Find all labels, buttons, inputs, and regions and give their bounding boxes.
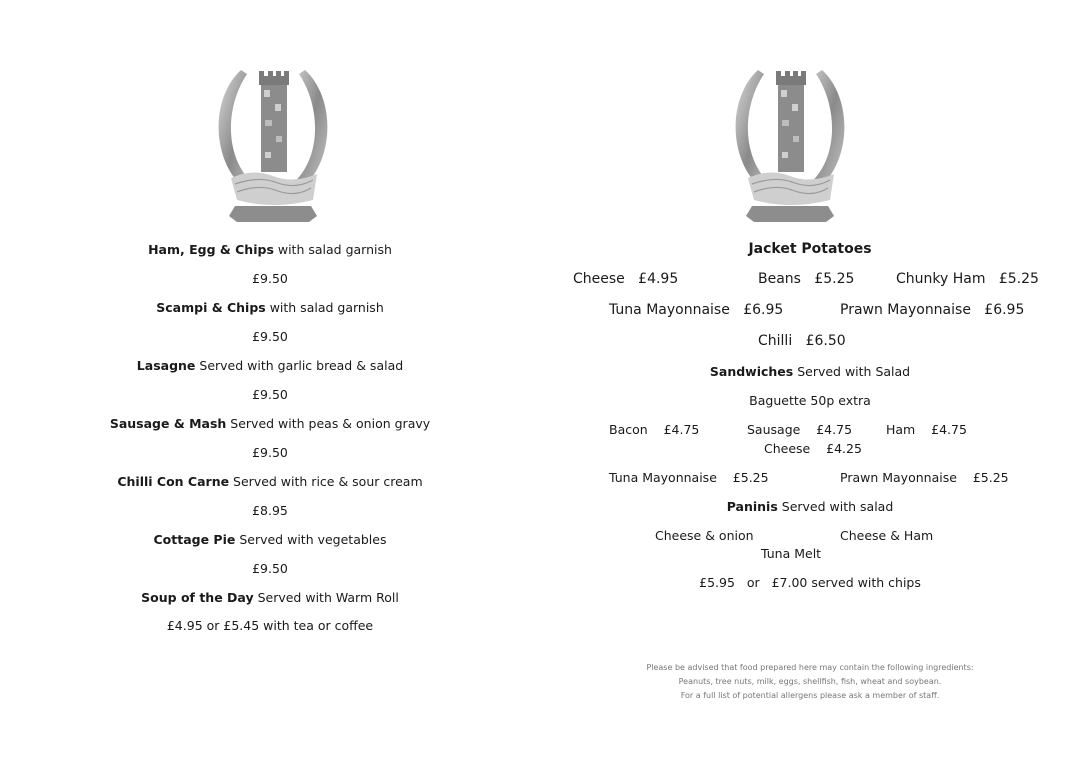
jacket-item-prawn-mayonnaise: Prawn Mayonnaise £6.95 bbox=[840, 302, 1025, 318]
castle-logo bbox=[213, 60, 333, 225]
menu-item-cottage-pie: Cottage Pie Served with vegetables bbox=[153, 532, 387, 547]
menu-price: £9.50 bbox=[252, 329, 288, 344]
panini-item-tuna-melt: Tuna Melt bbox=[761, 546, 822, 561]
baguette-note: Baguette 50p extra bbox=[749, 393, 871, 408]
jacket-item-beans: Beans £5.25 bbox=[758, 271, 855, 287]
sandwich-item-sausage: Sausage £4.75 bbox=[747, 422, 853, 437]
jacket-potatoes-heading: Jacket Potatoes bbox=[748, 241, 872, 257]
sandwiches-heading: Sandwiches Served with Salad bbox=[709, 364, 911, 379]
castle-logo bbox=[730, 60, 850, 225]
allergen-notice-line-2: Peanuts, tree nuts, milk, eggs, shellfish, fish, wheat and soybean. bbox=[678, 677, 942, 686]
menu-item-sausage-mash: Sausage & Mash Served with peas & onion gravy bbox=[109, 416, 431, 431]
menu-item-ham-egg-chips: Ham, Egg & Chips with salad garnish bbox=[148, 242, 392, 257]
menu-price: £8.95 bbox=[252, 503, 288, 518]
sandwich-item-prawn-mayonnaise: Prawn Mayonnaise £5.25 bbox=[840, 470, 1009, 485]
panini-item-cheese-ham: Cheese & Ham bbox=[840, 528, 934, 543]
jacket-item-tuna-mayonnaise: Tuna Mayonnaise £6.95 bbox=[609, 302, 784, 318]
menu-price: £4.95 or £5.45 with tea or coffee bbox=[166, 618, 374, 633]
right-menu-page bbox=[540, 0, 1080, 764]
jacket-item-chunky-ham: Chunky Ham £5.25 bbox=[896, 271, 1039, 287]
sandwich-item-bacon: Bacon £4.75 bbox=[609, 422, 700, 437]
menu-price: £9.50 bbox=[252, 445, 288, 460]
panini-item-cheese-onion: Cheese & onion bbox=[655, 528, 754, 543]
menu-item-soup-of-the-day: Soup of the Day Served with Warm Roll bbox=[141, 590, 399, 605]
menu-price: £9.50 bbox=[252, 561, 288, 576]
paninis-heading: Paninis Served with salad bbox=[726, 499, 894, 514]
menu-price: £9.50 bbox=[252, 387, 288, 402]
panini-price-line: £5.95 or £7.00 served with chips bbox=[699, 575, 921, 590]
allergen-notice-line-3: For a full list of potential allergens please ask a member of staff. bbox=[680, 691, 940, 700]
jacket-item-cheese: Cheese £4.95 bbox=[573, 271, 679, 287]
menu-price: £9.50 bbox=[252, 271, 288, 286]
menu-item-lasagne: Lasagne Served with garlic bread & salad bbox=[136, 358, 404, 373]
allergen-notice-line-1: Please be advised that food prepared here may contain the following ingredients: bbox=[646, 663, 974, 672]
sandwich-item-tuna-mayonnaise: Tuna Mayonnaise £5.25 bbox=[609, 470, 769, 485]
sandwich-item-ham: Ham £4.75 bbox=[886, 422, 967, 437]
menu-item-scampi-chips: Scampi & Chips with salad garnish bbox=[156, 300, 384, 315]
jacket-item-chilli: Chilli £6.50 bbox=[758, 333, 846, 349]
sandwich-item-cheese: Cheese £4.25 bbox=[764, 441, 862, 456]
menu-item-chilli-con-carne: Chilli Con Carne Served with rice & sour cream bbox=[117, 474, 423, 489]
